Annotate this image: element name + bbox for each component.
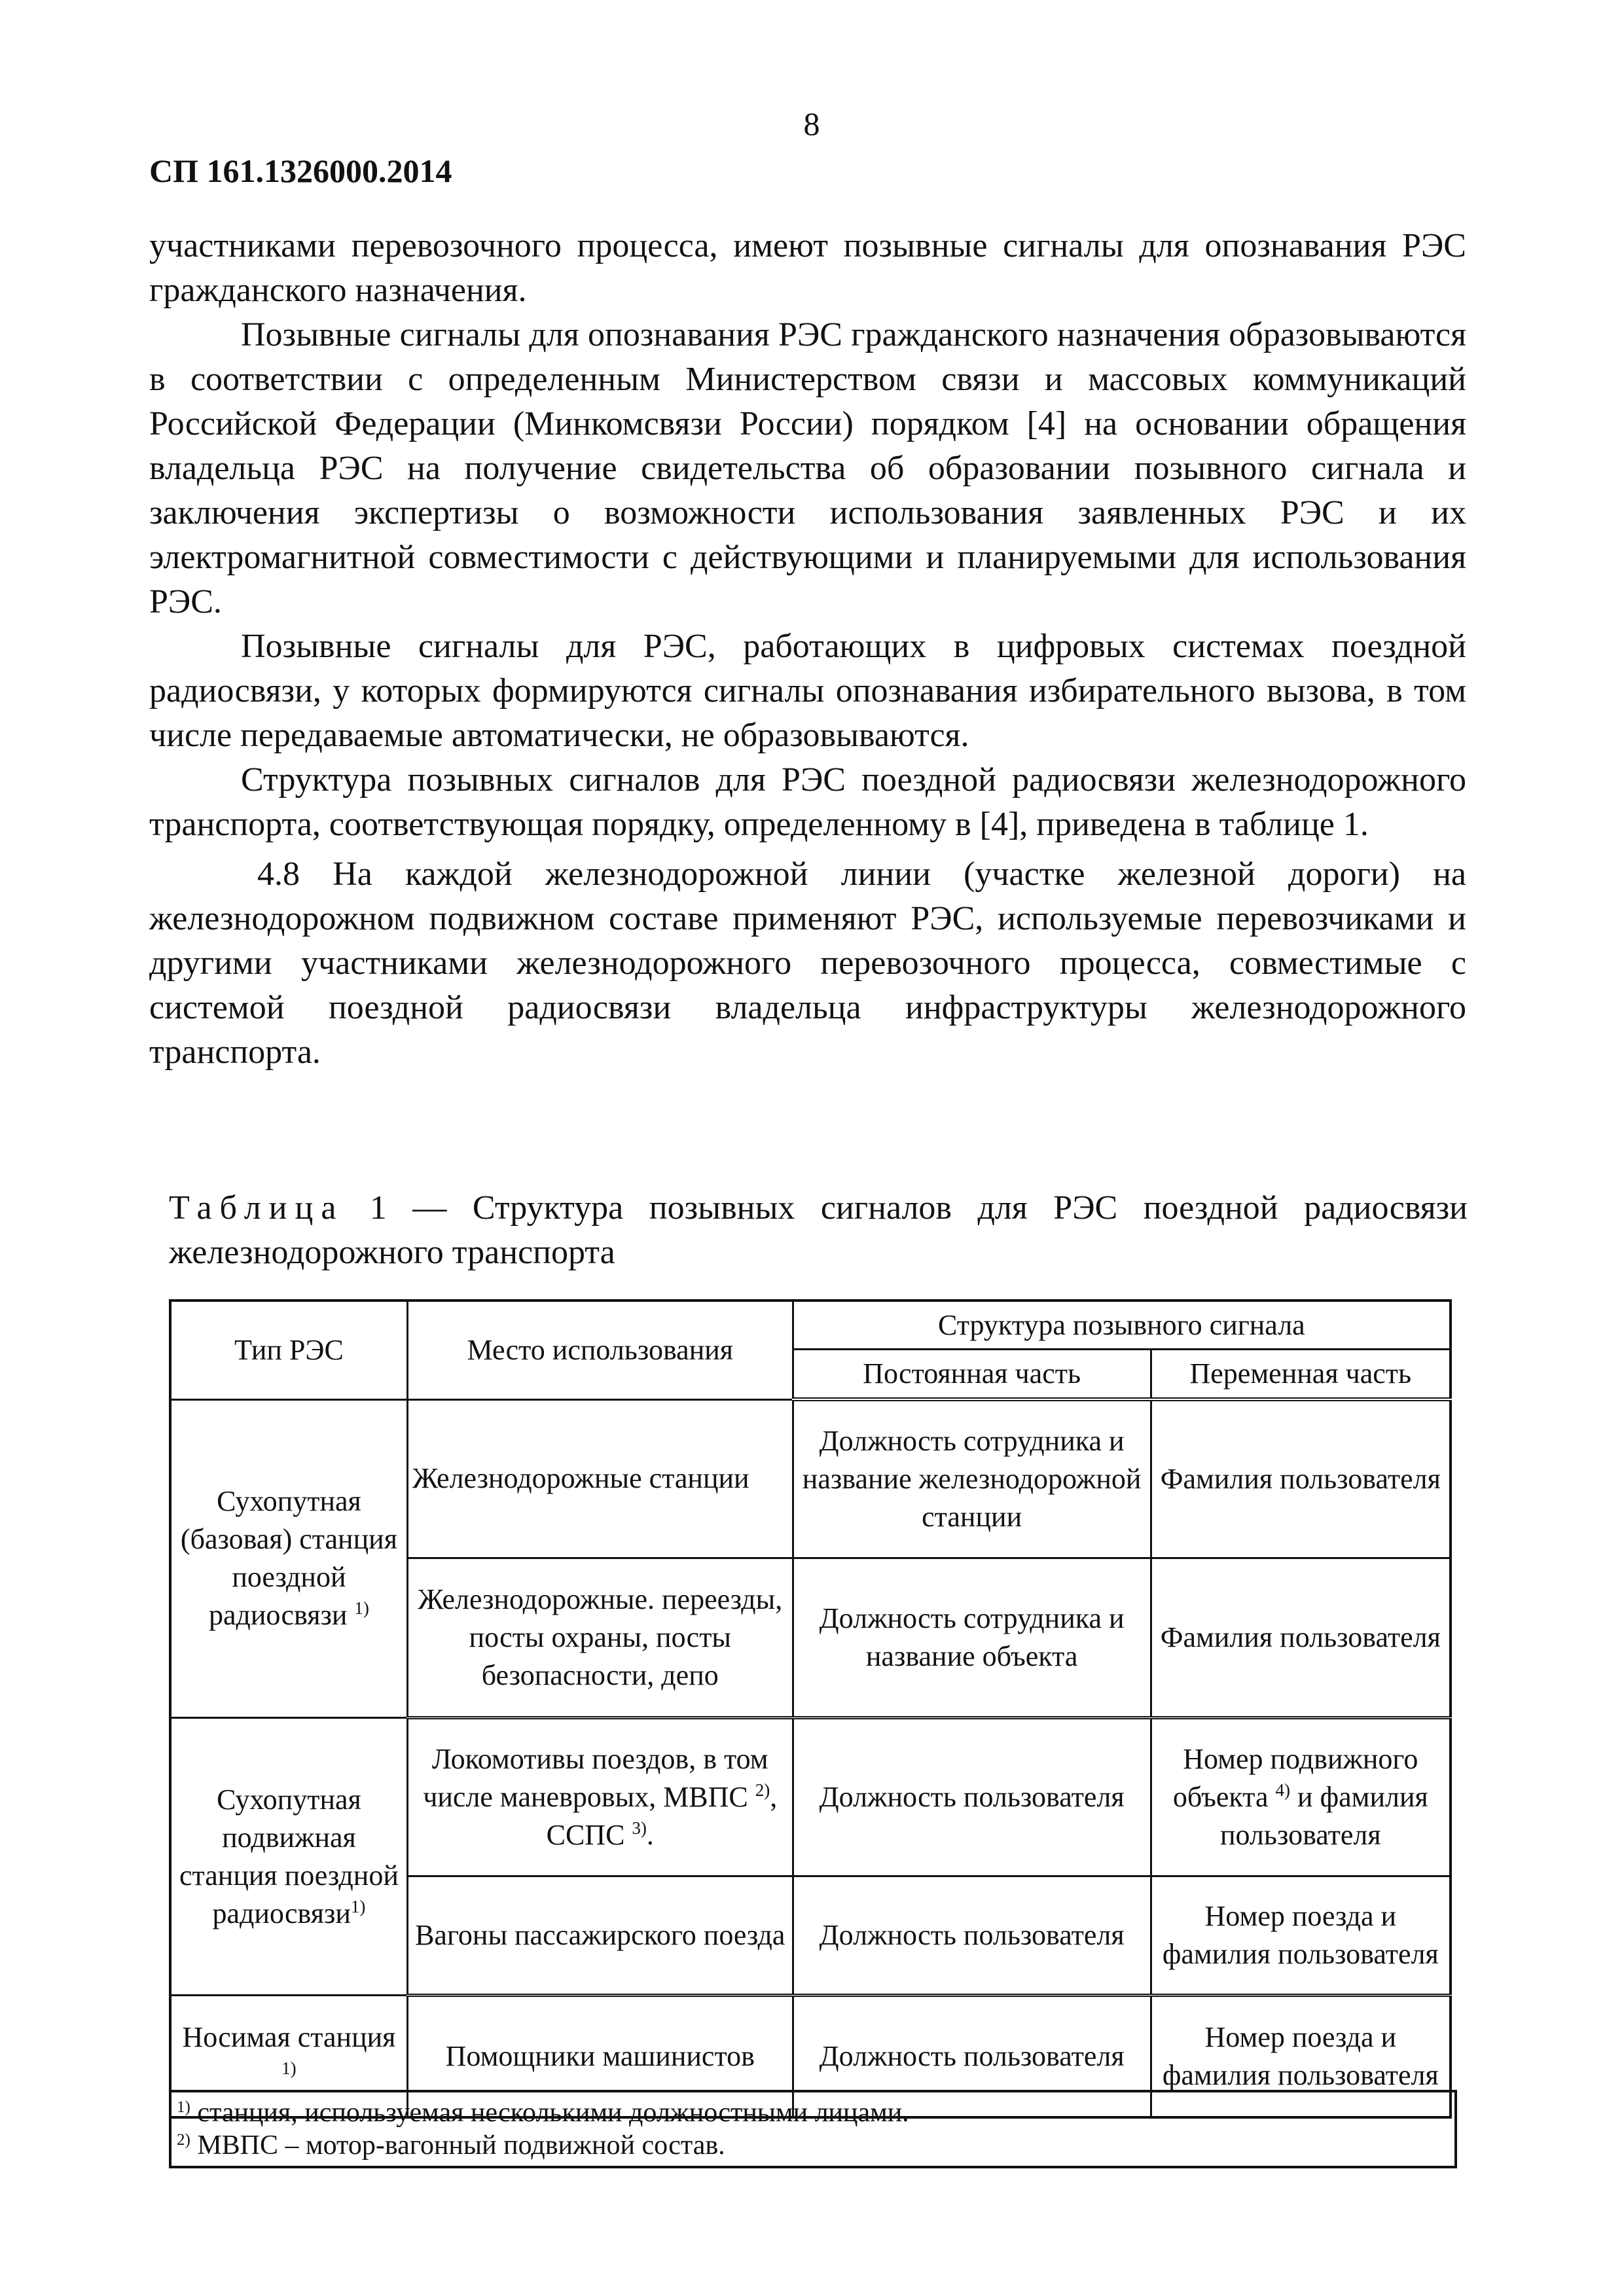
cell-variable: Номер поезда и фамилия пользователя (1151, 1876, 1451, 1996)
paragraph: Позывные сигналы для РЭС, работающих в цифровых системах поездной радиосвязи, у которых формируются сигналы опознавания избирательного вызова, в том числе передаваемые автоматически, не образовываются. (149, 628, 1466, 754)
table-caption-label: Таблица (169, 1189, 344, 1227)
header-structure: Структура позывного сигнала (793, 1300, 1451, 1350)
header-variable-part: Переменная часть (1151, 1350, 1451, 1400)
cell-constant: Должность пользователя (793, 1876, 1151, 1996)
footnote-ref: 1) (354, 1598, 369, 1619)
paragraph: Структура позывных сигналов для РЭС поездной радиосвязи железнодорожного транспорта, соответствующая порядку, определенному в [4], приведена в таблице 1. (149, 761, 1466, 843)
cell-variable: Номер поезда и фамилия пользователя (1151, 1996, 1451, 2117)
header-type: Тип РЭС (170, 1300, 407, 1399)
footnote-ref: 1) (350, 1896, 366, 1916)
footnote-ref: 1) (281, 2058, 297, 2078)
cell-type: Носимая станция $^{1)}$ (170, 1996, 407, 2117)
call-sign-structure-table (169, 1299, 1452, 2119)
table-header-row (170, 1300, 1451, 1350)
cell-place: Железнодорожные станции (407, 1399, 793, 1558)
document-code: СП 161.1326000.2014 (149, 152, 452, 189)
table-caption (169, 1186, 1468, 1275)
cell-place: Помощники машинистов (407, 1996, 793, 2117)
footnote-ref: 4) (1275, 1780, 1291, 1800)
cell-constant: Должность сотрудника и название объекта (793, 1558, 1151, 1717)
header-place: Место использования (407, 1300, 793, 1399)
section-4-8-paragraph: 4.8 На каждой железнодорожной линии (участке железной дороги) на железнодорожном подвижном составе применяют РЭС, используемые перевозчиками и другими участниками железнодорожного перевозочного процесса, совместимые с системой поездной радиосвязи владельца инфраструктуры железнодорожного транспорта. (149, 855, 1466, 1071)
header-constant-part: Постоянная часть (793, 1350, 1151, 1400)
cell-place: Железнодорожные. переезды, посты охраны, посты безопасности, депо (407, 1558, 793, 1717)
cell-variable: Фамилия пользователя (1151, 1399, 1451, 1558)
cell-variable: Фамилия пользователя (1151, 1558, 1451, 1717)
cell-constant: Должность сотрудника и название железнодорожной станции (793, 1399, 1151, 1558)
table-row (170, 1717, 1451, 1876)
page-number: 8 (803, 105, 820, 142)
cell-constant: Должность пользователя (793, 1717, 1151, 1876)
paragraph: Позывные сигналы для опознавания РЭС гражданского назначения образовываются в соответствии с определенным Министерством связи и массовых коммуникаций Российской Федерации (Минкомсвязи России) порядком [4] на основании обращения владельца РЭС на получение свидетельства об образовании позывного сигнала и заключения экспертизы о возможности использования заявленных РЭС и их электромагнитной совместимости с действующими и планируемыми для использования РЭС. (149, 316, 1466, 620)
cell-constant: Должность пользователя (793, 1996, 1151, 2117)
cell-place: Вагоны пассажирского поезда (407, 1876, 793, 1996)
cell-place: Локомотивы поездов, в том числе маневровых, МВПС $^{2)}$, ССПС $^{3)}$. (407, 1717, 793, 1876)
body-text (149, 224, 1466, 1075)
cell-type: Сухопутная (базовая) станция поездной радиосвязи $^{1)}$ (170, 1399, 407, 1717)
footnote-ref: 3) (632, 1818, 647, 1838)
table-footnotes (169, 2090, 1457, 2168)
cell-type: Сухопутная подвижная станция поездной радиосвязи$^{1)}$ (170, 1717, 407, 1995)
table-caption-text: 1 — Структура позывных сигналов для РЭС поездной радиосвязи железнодорожного транспорта (169, 1189, 1468, 1271)
footnote-ref: 2) (755, 1780, 770, 1800)
table-row (170, 1399, 1451, 1558)
paragraph: участниками перевозочного процесса, имеют позывные сигналы для опознавания РЭС гражданского назначения. (149, 227, 1466, 309)
cell-variable: Номер подвижного объекта $^{4)}$ и фамилия пользователя (1151, 1717, 1451, 1876)
footnote-2: $^{2)}$ МВПС – мотор-вагонный подвижной состав. (177, 2130, 725, 2161)
footnote-1: $^{1)}$ станция, используемая несколькими должностными лицами. (177, 2098, 909, 2128)
